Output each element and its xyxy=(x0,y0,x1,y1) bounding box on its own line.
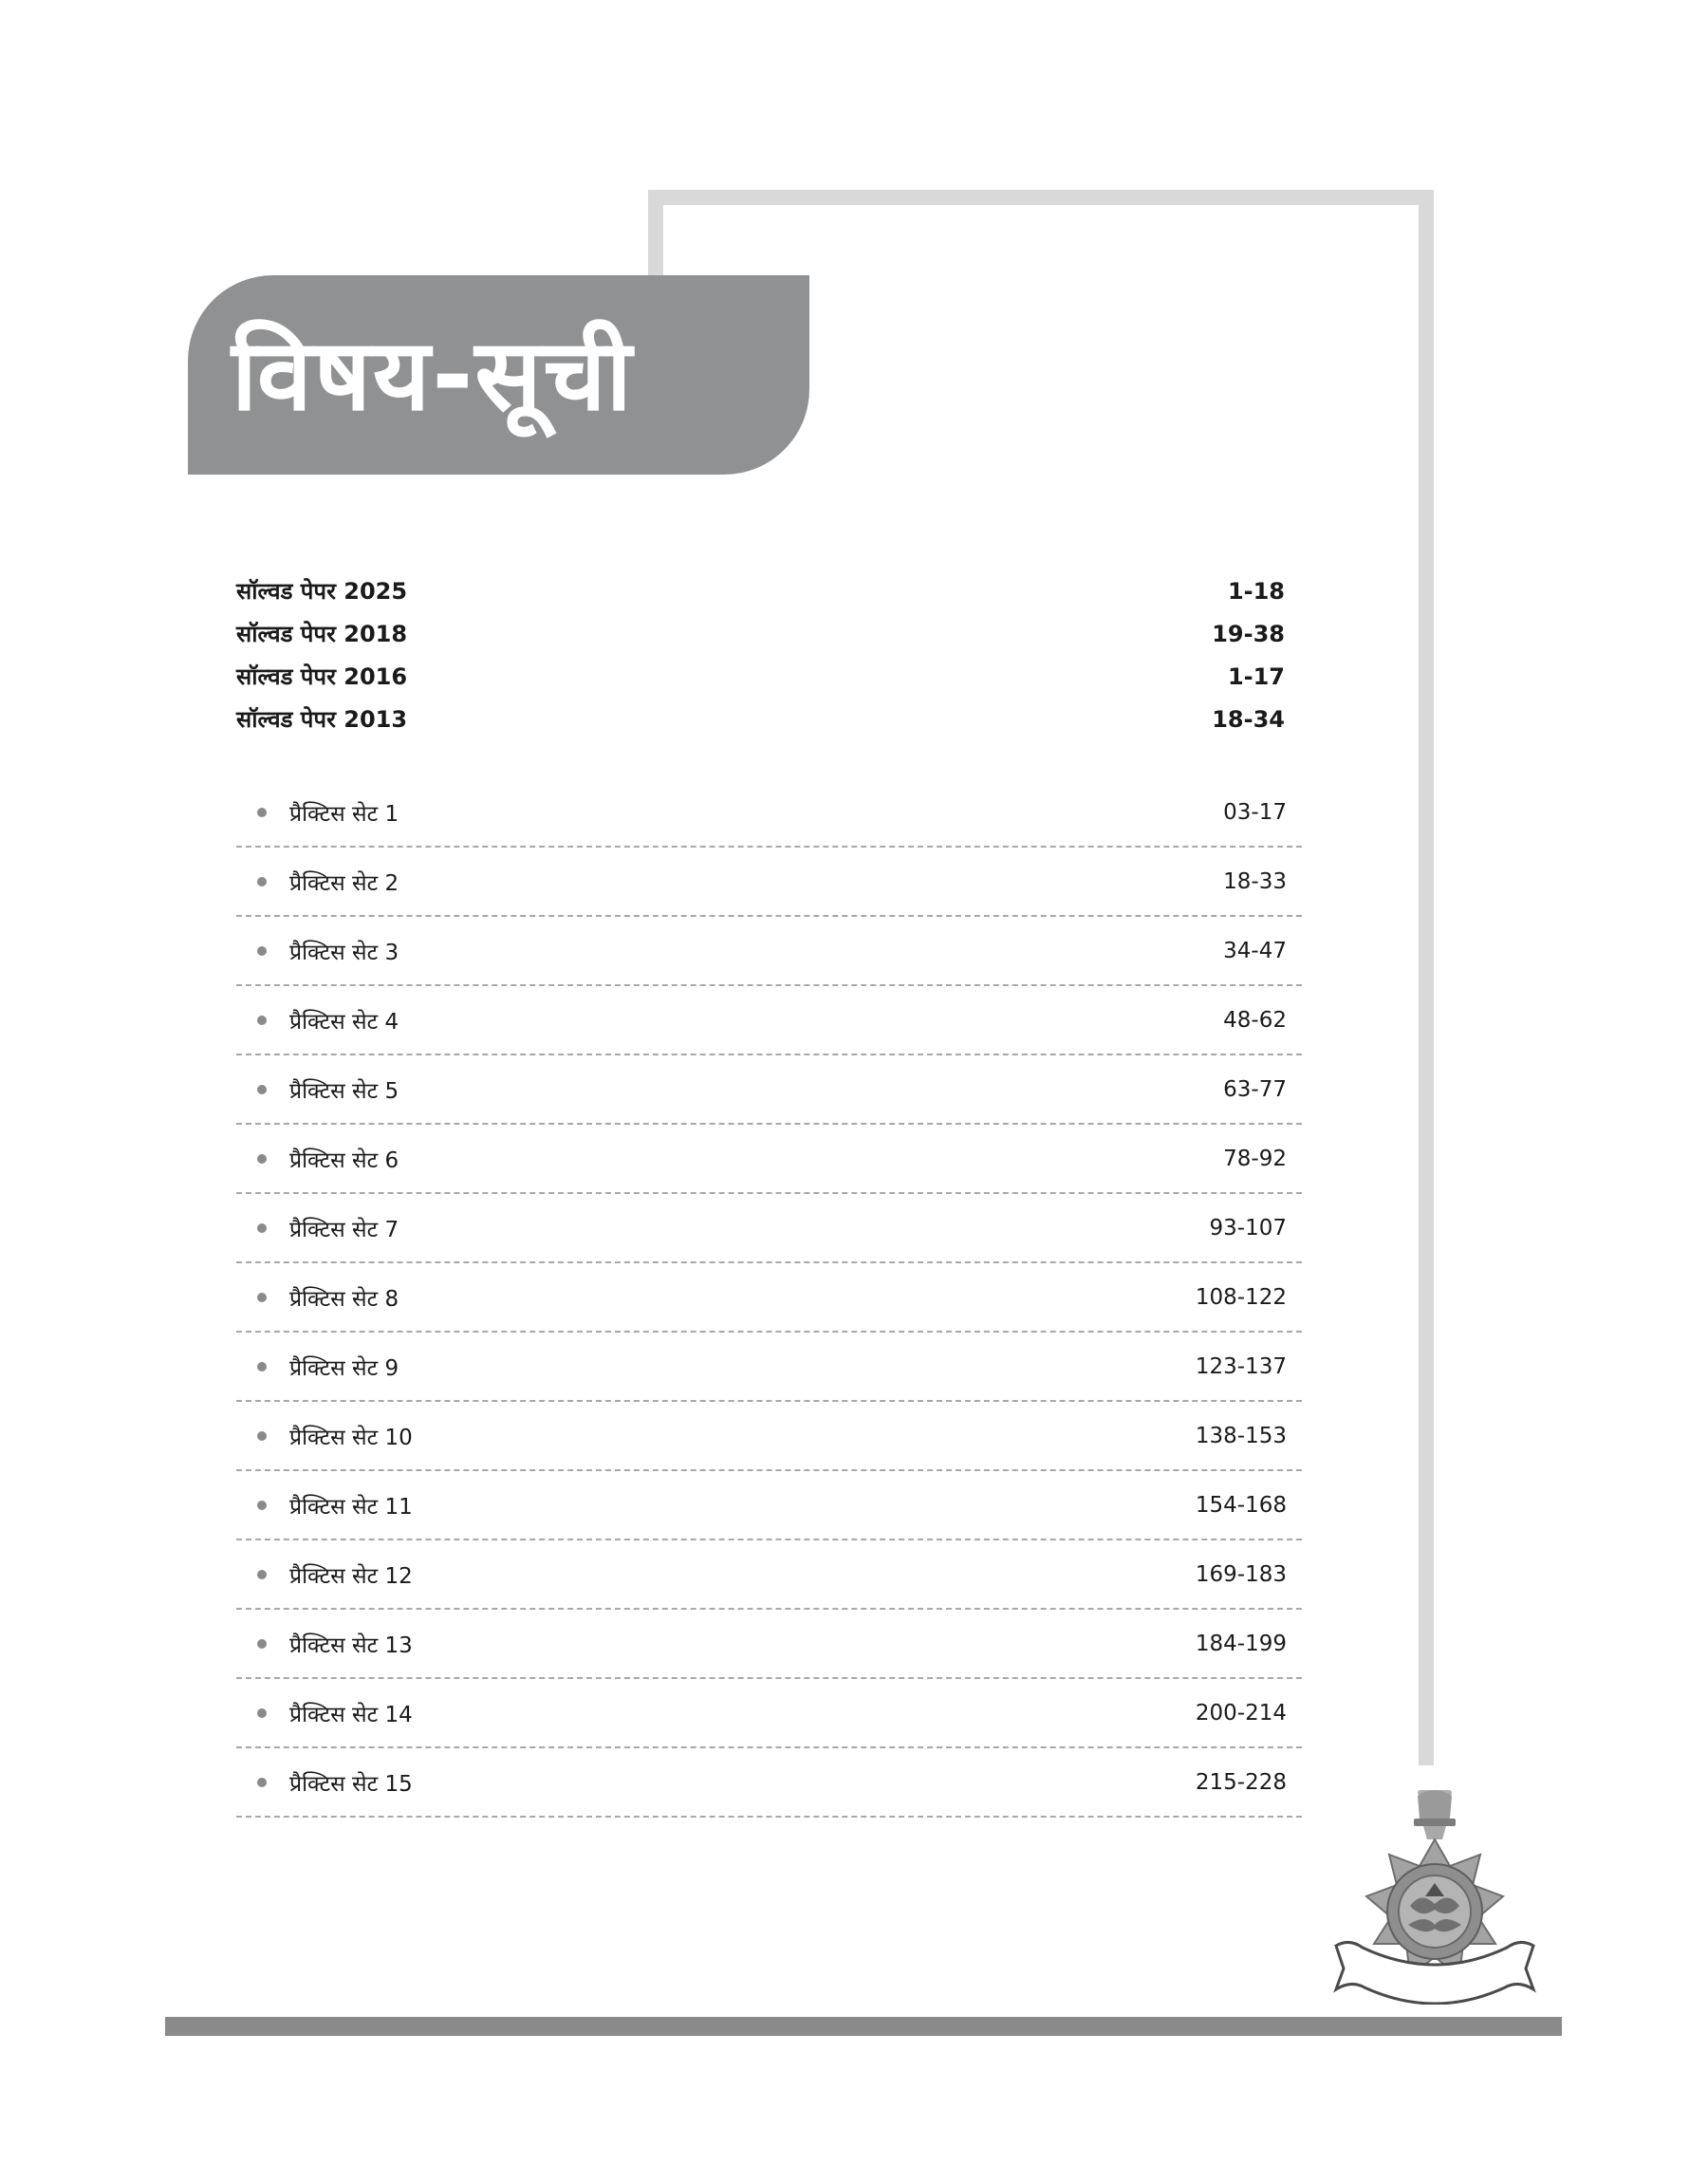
practice-set-pages: 138-153 xyxy=(1195,1423,1287,1448)
practice-set-label: प्रैक्टिस सेट 15 xyxy=(289,1771,413,1797)
solved-paper-pages: 1-17 xyxy=(1227,662,1285,690)
bullet-icon xyxy=(257,1501,267,1510)
practice-set-label: प्रैक्टिस सेट 12 xyxy=(289,1563,413,1589)
practice-set-label: प्रैक्टिस सेट 13 xyxy=(289,1633,413,1658)
practice-set-row xyxy=(236,1125,1302,1194)
solved-papers-list xyxy=(236,569,1285,740)
practice-set-row xyxy=(236,1540,1302,1610)
practice-set-pages: 154-168 xyxy=(1195,1492,1287,1518)
practice-set-label: प्रैक्टिस सेट 7 xyxy=(289,1217,399,1242)
solved-paper-pages: 19-38 xyxy=(1212,620,1285,647)
practice-set-pages: 34-47 xyxy=(1223,938,1287,963)
frame-right-border xyxy=(1419,190,1434,1765)
practice-set-label: प्रैक्टिस सेट 1 xyxy=(289,801,399,827)
practice-set-row xyxy=(236,848,1302,917)
solved-paper-label: सॉल्वड पेपर 2016 xyxy=(236,663,408,690)
solved-paper-label: सॉल्वड पेपर 2018 xyxy=(236,621,408,647)
footer-bar xyxy=(165,2017,1562,2036)
practice-set-row xyxy=(236,1402,1302,1471)
solved-paper-row xyxy=(236,569,1285,612)
practice-set-row xyxy=(236,1748,1302,1818)
practice-set-pages: 169-183 xyxy=(1195,1561,1287,1587)
practice-set-row xyxy=(236,1194,1302,1263)
solved-paper-pages: 1-18 xyxy=(1227,577,1285,605)
bullet-icon xyxy=(257,1016,267,1025)
practice-set-label: प्रैक्टिस सेट 5 xyxy=(289,1078,399,1104)
practice-set-pages: 18-33 xyxy=(1223,868,1287,894)
practice-set-label: प्रैक्टिस सेट 9 xyxy=(289,1355,399,1381)
bullet-icon xyxy=(257,877,267,886)
bullet-icon xyxy=(257,1778,267,1787)
bullet-icon xyxy=(257,1154,267,1164)
practice-set-row xyxy=(236,1610,1302,1679)
page-title: विषय-सूची xyxy=(232,317,634,433)
practice-set-row xyxy=(236,1333,1302,1402)
practice-set-label: प्रैक्टिस सेट 11 xyxy=(289,1494,413,1520)
practice-set-pages: 03-17 xyxy=(1223,799,1287,825)
practice-set-pages: 93-107 xyxy=(1209,1215,1287,1241)
bullet-icon xyxy=(257,1293,267,1302)
practice-set-pages: 48-62 xyxy=(1223,1007,1287,1033)
frame-top-border xyxy=(648,190,1434,205)
bullet-icon xyxy=(257,1362,267,1371)
practice-set-row xyxy=(236,778,1302,848)
practice-set-row xyxy=(236,1055,1302,1125)
practice-set-pages: 200-214 xyxy=(1195,1700,1287,1726)
solved-paper-row xyxy=(236,698,1285,740)
title-banner xyxy=(188,275,809,475)
practice-set-pages: 108-122 xyxy=(1195,1284,1287,1310)
practice-set-pages: 78-92 xyxy=(1223,1146,1287,1171)
practice-set-row xyxy=(236,1263,1302,1333)
practice-set-label: प्रैक्टिस सेट 3 xyxy=(289,940,399,965)
bullet-icon xyxy=(257,1708,267,1718)
practice-set-label: प्रैक्टिस सेट 14 xyxy=(289,1702,413,1727)
practice-set-row xyxy=(236,917,1302,986)
solved-paper-row xyxy=(236,612,1285,655)
practice-sets-list xyxy=(236,778,1302,1818)
solved-paper-label: सॉल्वड पेपर 2025 xyxy=(236,578,408,605)
practice-set-label: प्रैक्टिस सेट 4 xyxy=(289,1009,399,1035)
practice-set-row xyxy=(236,986,1302,1055)
bullet-icon xyxy=(257,946,267,956)
solved-paper-pages: 18-34 xyxy=(1212,705,1285,733)
bullet-icon xyxy=(257,1431,267,1441)
bullet-icon xyxy=(257,1085,267,1094)
practice-set-pages: 63-77 xyxy=(1223,1076,1287,1102)
up-police-emblem-icon xyxy=(1330,1786,1539,2005)
practice-set-label: प्रैक्टिस सेट 6 xyxy=(289,1147,399,1173)
bullet-icon xyxy=(257,1639,267,1649)
practice-set-pages: 215-228 xyxy=(1195,1769,1287,1795)
bullet-icon xyxy=(257,1223,267,1233)
practice-set-label: प्रैक्टिस सेट 10 xyxy=(289,1425,413,1450)
solved-paper-label: सॉल्वड पेपर 2013 xyxy=(236,706,408,733)
practice-set-row xyxy=(236,1471,1302,1540)
practice-set-pages: 184-199 xyxy=(1195,1631,1287,1656)
bullet-icon xyxy=(257,808,267,817)
practice-set-label: प्रैक्टिस सेट 8 xyxy=(289,1286,399,1312)
bullet-icon xyxy=(257,1570,267,1579)
practice-set-row xyxy=(236,1679,1302,1748)
practice-set-pages: 123-137 xyxy=(1195,1353,1287,1379)
solved-paper-row xyxy=(236,655,1285,698)
practice-set-label: प्रैक्टिस सेट 2 xyxy=(289,870,399,896)
frame-left-border xyxy=(648,190,663,275)
